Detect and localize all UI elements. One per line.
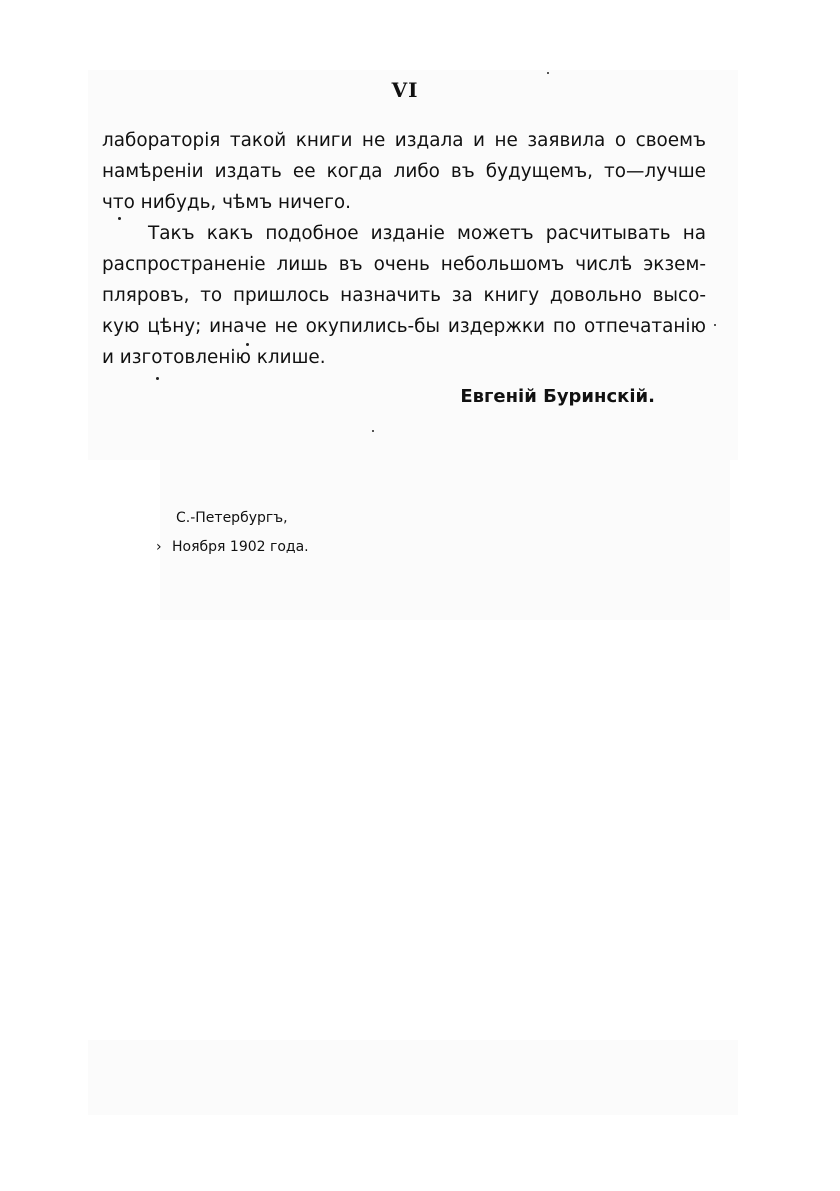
date-line [156, 539, 309, 555]
text-line-8: и изготовленію клише. [102, 347, 326, 368]
date-mark: › [156, 539, 162, 555]
place-line: С.-Петербургъ, [176, 510, 288, 526]
specks [547, 72, 549, 74]
specks [246, 343, 249, 346]
text-line-5: распространеніе лишь въ очень небольшомъ числѣ экзем- [102, 254, 706, 275]
specks [714, 324, 716, 326]
specks [118, 217, 121, 220]
specks [372, 430, 374, 432]
author-signature: Евгеній Буринскій. [460, 386, 655, 407]
text-line-3: что нибудь, чѣмъ ничего. [102, 192, 351, 213]
text-line-7: кую цѣну; иначе не окупились-бы издержки по отпечатанію [102, 316, 706, 337]
text-line-1: лабораторія такой книги не издала и не заявила о своемъ [102, 130, 706, 151]
body-text [102, 125, 706, 373]
scan-tint-bottom [88, 1040, 738, 1115]
text-line-4: Такъ какъ подобное изданіе можетъ расчитывать на [148, 223, 706, 244]
date-text: Ноября 1902 года. [172, 539, 309, 555]
text-line-2: намѣреніи издать ее когда либо въ будущемъ, то—лучше [102, 161, 706, 182]
text-line-6: пляровъ, то пришлось назначить за книгу довольно высо- [102, 285, 706, 306]
page-number: VI [391, 78, 419, 102]
specks [156, 377, 159, 380]
